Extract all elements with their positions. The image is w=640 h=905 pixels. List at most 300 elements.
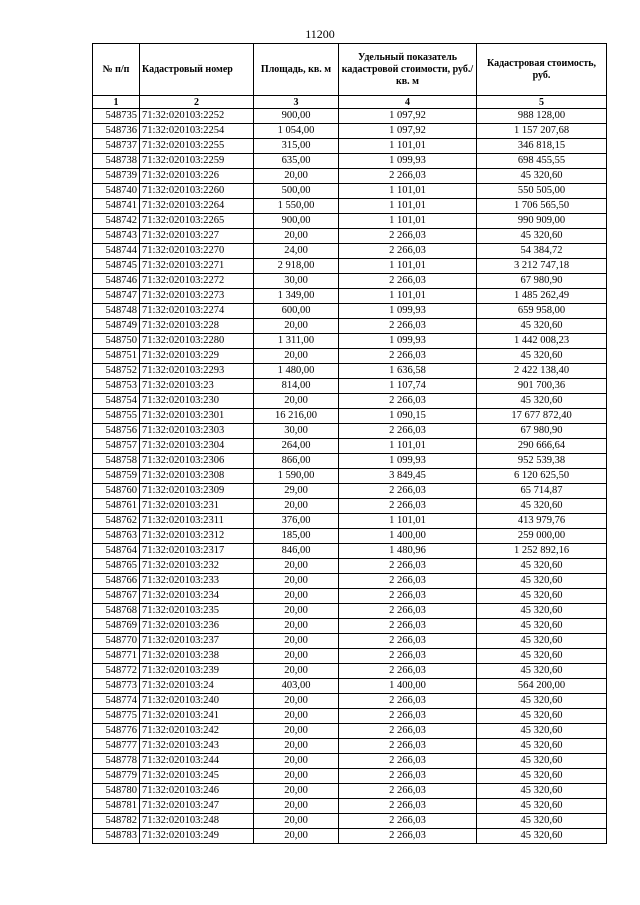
row-number-cell: 548763 [93, 529, 140, 544]
area-cell: 20,00 [254, 574, 339, 589]
unit-rate-cell: 1 636,58 [339, 364, 477, 379]
column-number: 4 [339, 96, 477, 109]
table-row [93, 364, 607, 379]
table-row [93, 109, 607, 124]
page-number: 11200 [305, 27, 335, 41]
row-number-cell: 548746 [93, 274, 140, 289]
table-row [93, 199, 607, 214]
cadastral-value-cell: 45 320,60 [477, 559, 607, 574]
cadastral-number-cell: 71:32:020103:233 [140, 574, 254, 589]
table-body [93, 109, 607, 844]
cadastral-value-cell: 413 979,76 [477, 514, 607, 529]
row-number-cell: 548735 [93, 109, 140, 124]
table-row [93, 259, 607, 274]
table-header [93, 44, 607, 109]
cadastral-number-cell: 71:32:020103:231 [140, 499, 254, 514]
cadastral-number-cell: 71:32:020103:2304 [140, 439, 254, 454]
cadastral-value-cell: 290 666,64 [477, 439, 607, 454]
unit-rate-cell: 1 101,01 [339, 289, 477, 304]
cadastral-value-cell: 45 320,60 [477, 634, 607, 649]
column-number: 1 [93, 96, 140, 109]
area-cell: 403,00 [254, 679, 339, 694]
cadastral-number-cell: 71:32:020103:243 [140, 739, 254, 754]
cadastral-number-cell: 71:32:020103:241 [140, 709, 254, 724]
row-number-cell: 548758 [93, 454, 140, 469]
cadastral-value-cell: 45 320,60 [477, 574, 607, 589]
unit-rate-cell: 1 101,01 [339, 514, 477, 529]
header-cadastral-value: Кадастровая стоимость, руб. [477, 44, 607, 96]
table-row [93, 664, 607, 679]
area-cell: 20,00 [254, 604, 339, 619]
row-number-cell: 548766 [93, 574, 140, 589]
table-row [93, 334, 607, 349]
unit-rate-cell: 2 266,03 [339, 769, 477, 784]
row-number-cell: 548748 [93, 304, 140, 319]
area-cell: 20,00 [254, 814, 339, 829]
unit-rate-cell: 1 400,00 [339, 529, 477, 544]
column-number: 3 [254, 96, 339, 109]
unit-rate-cell: 1 101,01 [339, 184, 477, 199]
cadastral-number-cell: 71:32:020103:230 [140, 394, 254, 409]
cadastral-value-cell: 45 320,60 [477, 349, 607, 364]
row-number-cell: 548774 [93, 694, 140, 709]
cadastral-number-cell: 71:32:020103:235 [140, 604, 254, 619]
cadastral-value-cell: 346 818,15 [477, 139, 607, 154]
row-number-cell: 548741 [93, 199, 140, 214]
row-number-cell: 548755 [93, 409, 140, 424]
cadastral-value-cell: 17 677 872,40 [477, 409, 607, 424]
area-cell: 20,00 [254, 649, 339, 664]
row-number-cell: 548737 [93, 139, 140, 154]
cadastral-number-cell: 71:32:020103:229 [140, 349, 254, 364]
cadastral-value-cell: 45 320,60 [477, 664, 607, 679]
table-row [93, 379, 607, 394]
table-row [93, 319, 607, 334]
table-row [93, 469, 607, 484]
unit-rate-cell: 1 099,93 [339, 154, 477, 169]
area-cell: 500,00 [254, 184, 339, 199]
cadastral-value-cell: 45 320,60 [477, 604, 607, 619]
unit-rate-cell: 2 266,03 [339, 229, 477, 244]
cadastral-number-cell: 71:32:020103:237 [140, 634, 254, 649]
cadastral-value-cell: 45 320,60 [477, 589, 607, 604]
header-cadastral-number: Кадастровый номер [140, 44, 254, 96]
cadastral-value-cell: 45 320,60 [477, 739, 607, 754]
unit-rate-cell: 2 266,03 [339, 349, 477, 364]
column-number: 2 [140, 96, 254, 109]
cadastral-value-cell: 952 539,38 [477, 454, 607, 469]
cadastral-number-cell: 71:32:020103:2265 [140, 214, 254, 229]
area-cell: 20,00 [254, 829, 339, 844]
area-cell: 20,00 [254, 739, 339, 754]
unit-rate-cell: 1 097,92 [339, 124, 477, 139]
row-number-cell: 548771 [93, 649, 140, 664]
table-row [93, 169, 607, 184]
area-cell: 24,00 [254, 244, 339, 259]
unit-rate-cell: 1 101,01 [339, 439, 477, 454]
row-number-cell: 548743 [93, 229, 140, 244]
header-unit-rate: Удельный показатель кадастровой стоимости, руб./кв. м [339, 44, 477, 96]
unit-rate-cell: 2 266,03 [339, 394, 477, 409]
cadastral-number-cell: 71:32:020103:2260 [140, 184, 254, 199]
cadastral-value-table [92, 43, 607, 844]
area-cell: 376,00 [254, 514, 339, 529]
area-cell: 1 590,00 [254, 469, 339, 484]
unit-rate-cell: 2 266,03 [339, 424, 477, 439]
cadastral-number-cell: 71:32:020103:2274 [140, 304, 254, 319]
cadastral-value-cell: 901 700,36 [477, 379, 607, 394]
cadastral-value-cell: 45 320,60 [477, 829, 607, 844]
row-number-cell: 548761 [93, 499, 140, 514]
row-number-cell: 548775 [93, 709, 140, 724]
row-number-cell: 548760 [93, 484, 140, 499]
cadastral-number-cell: 71:32:020103:239 [140, 664, 254, 679]
row-number-cell: 548776 [93, 724, 140, 739]
area-cell: 20,00 [254, 394, 339, 409]
row-number-cell: 548739 [93, 169, 140, 184]
unit-rate-cell: 2 266,03 [339, 319, 477, 334]
unit-rate-cell: 1 099,93 [339, 454, 477, 469]
cadastral-number-cell: 71:32:020103:246 [140, 784, 254, 799]
table-row [93, 574, 607, 589]
area-cell: 20,00 [254, 169, 339, 184]
unit-rate-cell: 2 266,03 [339, 559, 477, 574]
area-cell: 20,00 [254, 559, 339, 574]
cadastral-number-cell: 71:32:020103:227 [140, 229, 254, 244]
cadastral-value-cell: 1 157 207,68 [477, 124, 607, 139]
cadastral-value-cell: 67 980,90 [477, 274, 607, 289]
area-cell: 30,00 [254, 424, 339, 439]
cadastral-value-cell: 45 320,60 [477, 649, 607, 664]
cadastral-number-cell: 71:32:020103:24 [140, 679, 254, 694]
cadastral-number-cell: 71:32:020103:2272 [140, 274, 254, 289]
area-cell: 20,00 [254, 799, 339, 814]
cadastral-value-cell: 259 000,00 [477, 529, 607, 544]
cadastral-number-cell: 71:32:020103:248 [140, 814, 254, 829]
cadastral-value-cell: 45 320,60 [477, 319, 607, 334]
row-number-cell: 548757 [93, 439, 140, 454]
table-row [93, 184, 607, 199]
cadastral-number-cell: 71:32:020103:23 [140, 379, 254, 394]
cadastral-number-cell: 71:32:020103:2270 [140, 244, 254, 259]
unit-rate-cell: 1 480,96 [339, 544, 477, 559]
cadastral-number-cell: 71:32:020103:232 [140, 559, 254, 574]
table-row [93, 274, 607, 289]
cadastral-number-cell: 71:32:020103:249 [140, 829, 254, 844]
cadastral-value-cell: 45 320,60 [477, 769, 607, 784]
table-row [93, 619, 607, 634]
cadastral-value-cell: 659 958,00 [477, 304, 607, 319]
cadastral-number-cell: 71:32:020103:2301 [140, 409, 254, 424]
table-row [93, 559, 607, 574]
cadastral-number-cell: 71:32:020103:2317 [140, 544, 254, 559]
unit-rate-cell: 2 266,03 [339, 649, 477, 664]
row-number-cell: 548765 [93, 559, 140, 574]
area-cell: 29,00 [254, 484, 339, 499]
unit-rate-cell: 2 266,03 [339, 634, 477, 649]
cadastral-value-cell: 698 455,55 [477, 154, 607, 169]
cadastral-number-cell: 71:32:020103:2271 [140, 259, 254, 274]
cadastral-value-cell: 45 320,60 [477, 229, 607, 244]
cadastral-value-cell: 45 320,60 [477, 619, 607, 634]
table-row [93, 529, 607, 544]
area-cell: 814,00 [254, 379, 339, 394]
row-number-cell: 548752 [93, 364, 140, 379]
cadastral-number-cell: 71:32:020103:2293 [140, 364, 254, 379]
unit-rate-cell: 2 266,03 [339, 244, 477, 259]
unit-rate-cell: 2 266,03 [339, 274, 477, 289]
table-row [93, 139, 607, 154]
area-cell: 20,00 [254, 724, 339, 739]
cadastral-value-cell: 988 128,00 [477, 109, 607, 124]
cadastral-number-cell: 71:32:020103:2252 [140, 109, 254, 124]
area-cell: 20,00 [254, 349, 339, 364]
area-cell: 1 550,00 [254, 199, 339, 214]
row-number-cell: 548750 [93, 334, 140, 349]
cadastral-number-cell: 71:32:020103:242 [140, 724, 254, 739]
area-cell: 20,00 [254, 634, 339, 649]
unit-rate-cell: 2 266,03 [339, 739, 477, 754]
cadastral-value-cell: 1 485 262,49 [477, 289, 607, 304]
cadastral-number-cell: 71:32:020103:236 [140, 619, 254, 634]
cadastral-number-cell: 71:32:020103:2306 [140, 454, 254, 469]
table-row [93, 649, 607, 664]
row-number-cell: 548768 [93, 604, 140, 619]
cadastral-value-cell: 45 320,60 [477, 784, 607, 799]
area-cell: 20,00 [254, 694, 339, 709]
cadastral-value-cell: 990 909,00 [477, 214, 607, 229]
table-row [93, 394, 607, 409]
table-row [93, 154, 607, 169]
cadastral-number-cell: 71:32:020103:2264 [140, 199, 254, 214]
unit-rate-cell: 2 266,03 [339, 784, 477, 799]
area-cell: 20,00 [254, 319, 339, 334]
table-row [93, 349, 607, 364]
table-row [93, 634, 607, 649]
cadastral-value-cell: 550 505,00 [477, 184, 607, 199]
row-number-cell: 548764 [93, 544, 140, 559]
cadastral-value-cell: 65 714,87 [477, 484, 607, 499]
table-row [93, 694, 607, 709]
row-number-cell: 548738 [93, 154, 140, 169]
row-number-cell: 548770 [93, 634, 140, 649]
row-number-cell: 548754 [93, 394, 140, 409]
row-number-cell: 548781 [93, 799, 140, 814]
unit-rate-cell: 1 099,93 [339, 334, 477, 349]
unit-rate-cell: 2 266,03 [339, 724, 477, 739]
table-row [93, 424, 607, 439]
area-cell: 30,00 [254, 274, 339, 289]
unit-rate-cell: 1 400,00 [339, 679, 477, 694]
unit-rate-cell: 2 266,03 [339, 484, 477, 499]
table-row [93, 829, 607, 844]
row-number-cell: 548742 [93, 214, 140, 229]
unit-rate-cell: 2 266,03 [339, 499, 477, 514]
area-cell: 20,00 [254, 709, 339, 724]
table-row [93, 124, 607, 139]
area-cell: 1 349,00 [254, 289, 339, 304]
table-row [93, 724, 607, 739]
cadastral-value-cell: 45 320,60 [477, 814, 607, 829]
row-number-cell: 548782 [93, 814, 140, 829]
table-row [93, 484, 607, 499]
table-row [93, 544, 607, 559]
table-row [93, 754, 607, 769]
unit-rate-cell: 1 097,92 [339, 109, 477, 124]
cadastral-number-cell: 71:32:020103:2254 [140, 124, 254, 139]
row-number-cell: 548762 [93, 514, 140, 529]
cadastral-value-cell: 67 980,90 [477, 424, 607, 439]
table-row [93, 814, 607, 829]
unit-rate-cell: 2 266,03 [339, 169, 477, 184]
cadastral-value-cell: 1 252 892,16 [477, 544, 607, 559]
table-row [93, 589, 607, 604]
header-row [93, 44, 607, 96]
header-row-number: № п/п [93, 44, 140, 96]
row-number-cell: 548773 [93, 679, 140, 694]
cadastral-value-cell: 45 320,60 [477, 394, 607, 409]
area-cell: 20,00 [254, 784, 339, 799]
cadastral-number-cell: 71:32:020103:228 [140, 319, 254, 334]
cadastral-number-cell: 71:32:020103:247 [140, 799, 254, 814]
area-cell: 866,00 [254, 454, 339, 469]
cadastral-value-cell: 2 422 138,40 [477, 364, 607, 379]
unit-rate-cell: 1 101,01 [339, 199, 477, 214]
cadastral-number-cell: 71:32:020103:240 [140, 694, 254, 709]
area-cell: 900,00 [254, 214, 339, 229]
cadastral-value-cell: 54 384,72 [477, 244, 607, 259]
unit-rate-cell: 1 101,01 [339, 259, 477, 274]
row-number-cell: 548747 [93, 289, 140, 304]
unit-rate-cell: 2 266,03 [339, 799, 477, 814]
area-cell: 1 480,00 [254, 364, 339, 379]
table-row [93, 229, 607, 244]
cadastral-value-cell: 45 320,60 [477, 499, 607, 514]
area-cell: 20,00 [254, 754, 339, 769]
table-row [93, 409, 607, 424]
unit-rate-cell: 2 266,03 [339, 814, 477, 829]
cadastral-value-cell: 564 200,00 [477, 679, 607, 694]
table-row [93, 784, 607, 799]
row-number-cell: 548783 [93, 829, 140, 844]
area-cell: 20,00 [254, 589, 339, 604]
cadastral-number-cell: 71:32:020103:226 [140, 169, 254, 184]
table-row [93, 499, 607, 514]
area-cell: 20,00 [254, 664, 339, 679]
area-cell: 1 311,00 [254, 334, 339, 349]
unit-rate-cell: 2 266,03 [339, 589, 477, 604]
table-row [93, 739, 607, 754]
row-number-cell: 548756 [93, 424, 140, 439]
unit-rate-cell: 1 101,01 [339, 139, 477, 154]
unit-rate-cell: 3 849,45 [339, 469, 477, 484]
column-number: 5 [477, 96, 607, 109]
unit-rate-cell: 2 266,03 [339, 754, 477, 769]
table-row [93, 709, 607, 724]
cadastral-number-cell: 71:32:020103:238 [140, 649, 254, 664]
unit-rate-cell: 2 266,03 [339, 829, 477, 844]
cadastral-number-cell: 71:32:020103:2311 [140, 514, 254, 529]
cadastral-value-cell: 45 320,60 [477, 694, 607, 709]
table-row [93, 679, 607, 694]
cadastral-number-cell: 71:32:020103:234 [140, 589, 254, 604]
table-row [93, 604, 607, 619]
area-cell: 600,00 [254, 304, 339, 319]
row-number-cell: 548744 [93, 244, 140, 259]
row-number-cell: 548769 [93, 619, 140, 634]
row-number-cell: 548736 [93, 124, 140, 139]
unit-rate-cell: 2 266,03 [339, 694, 477, 709]
area-cell: 900,00 [254, 109, 339, 124]
area-cell: 20,00 [254, 229, 339, 244]
cadastral-value-cell: 3 212 747,18 [477, 259, 607, 274]
unit-rate-cell: 1 099,93 [339, 304, 477, 319]
unit-rate-cell: 2 266,03 [339, 664, 477, 679]
table-row [93, 769, 607, 784]
cadastral-number-cell: 71:32:020103:2309 [140, 484, 254, 499]
unit-rate-cell: 1 107,74 [339, 379, 477, 394]
header-area: Площадь, кв. м [254, 44, 339, 96]
area-cell: 315,00 [254, 139, 339, 154]
area-cell: 1 054,00 [254, 124, 339, 139]
row-number-cell: 548777 [93, 739, 140, 754]
row-number-cell: 548779 [93, 769, 140, 784]
area-cell: 264,00 [254, 439, 339, 454]
table-row [93, 439, 607, 454]
area-cell: 20,00 [254, 499, 339, 514]
table-row [93, 289, 607, 304]
unit-rate-cell: 1 101,01 [339, 214, 477, 229]
cadastral-value-cell: 45 320,60 [477, 754, 607, 769]
unit-rate-cell: 2 266,03 [339, 604, 477, 619]
area-cell: 846,00 [254, 544, 339, 559]
cadastral-value-cell: 1 706 565,50 [477, 199, 607, 214]
cadastral-number-cell: 71:32:020103:2312 [140, 529, 254, 544]
unit-rate-cell: 2 266,03 [339, 574, 477, 589]
cadastral-number-cell: 71:32:020103:2255 [140, 139, 254, 154]
cadastral-number-cell: 71:32:020103:2280 [140, 334, 254, 349]
area-cell: 185,00 [254, 529, 339, 544]
cadastral-number-cell: 71:32:020103:245 [140, 769, 254, 784]
unit-rate-cell: 2 266,03 [339, 619, 477, 634]
table-row [93, 214, 607, 229]
row-number-cell: 548740 [93, 184, 140, 199]
cadastral-value-cell: 45 320,60 [477, 724, 607, 739]
unit-rate-cell: 1 090,15 [339, 409, 477, 424]
area-cell: 635,00 [254, 154, 339, 169]
cadastral-number-cell: 71:32:020103:2303 [140, 424, 254, 439]
cadastral-value-cell: 45 320,60 [477, 709, 607, 724]
cadastral-value-cell: 45 320,60 [477, 169, 607, 184]
table-row [93, 244, 607, 259]
row-number-cell: 548753 [93, 379, 140, 394]
cadastral-number-cell: 71:32:020103:244 [140, 754, 254, 769]
cadastral-number-cell: 71:32:020103:2259 [140, 154, 254, 169]
cadastral-value-cell: 6 120 625,50 [477, 469, 607, 484]
cadastral-number-cell: 71:32:020103:2273 [140, 289, 254, 304]
area-cell: 2 918,00 [254, 259, 339, 274]
area-cell: 20,00 [254, 619, 339, 634]
row-number-cell: 548751 [93, 349, 140, 364]
table-row [93, 514, 607, 529]
row-number-cell: 548759 [93, 469, 140, 484]
row-number-cell: 548780 [93, 784, 140, 799]
row-number-cell: 548745 [93, 259, 140, 274]
table-row [93, 799, 607, 814]
unit-rate-cell: 2 266,03 [339, 709, 477, 724]
cadastral-value-cell: 45 320,60 [477, 799, 607, 814]
cadastral-number-cell: 71:32:020103:2308 [140, 469, 254, 484]
